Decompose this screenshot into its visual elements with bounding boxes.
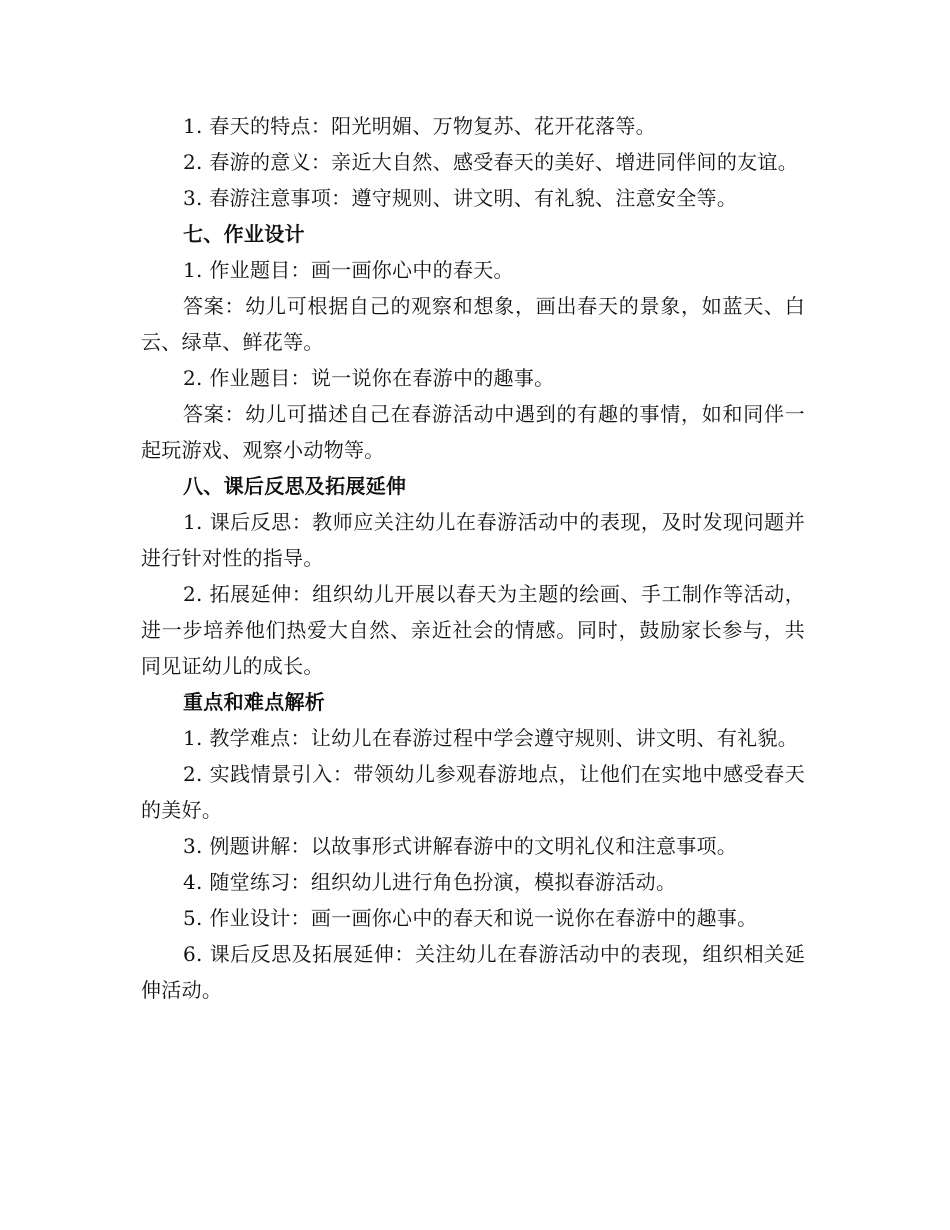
paragraph: 1. 春天的特点：阳光明媚、万物复苏、花开花落等。 — [183, 114, 656, 138]
paragraph: 2. 春游的意义：亲近大自然、感受春天的美好、增进同伴间的友谊。 — [183, 150, 799, 174]
paragraph: 2. 拓展延伸：组织幼儿开展以春天为主题的绘画、手工制作等活动，进一步培养他们热爱大自然、亲近社会的情感。同时，鼓励家长参与，共同见证幼儿的成长。 — [141, 582, 805, 678]
paragraph: 答案：幼儿可描述自己在春游活动中遇到的有趣的事情，如和同伴一起玩游戏、观察小动物等。 — [141, 402, 805, 462]
document-page — [141, 108, 805, 1008]
paragraph: 2. 作业题目：说一说你在春游中的趣事。 — [183, 366, 555, 390]
paragraph: 3. 例题讲解：以故事形式讲解春游中的文明礼仪和注意事项。 — [183, 834, 738, 858]
paragraph: 1. 作业题目：画一画你心中的春天。 — [183, 258, 514, 282]
paragraph: 1. 教学难点：让幼儿在春游过程中学会遵守规则、讲文明、有礼貌。 — [183, 726, 799, 750]
paragraph: 答案：幼儿可根据自己的观察和想象，画出春天的景象，如蓝天、白云、绿草、鲜花等。 — [141, 294, 805, 354]
paragraph: 1. 课后反思：教师应关注幼儿在春游活动中的表现，及时发现问题并进行针对性的指导。 — [141, 510, 805, 570]
paragraph: 4. 随堂练习：组织幼儿进行角色扮演，模拟春游活动。 — [183, 870, 677, 894]
paragraph: 3. 春游注意事项：遵守规则、讲文明、有礼貌、注意安全等。 — [183, 186, 738, 210]
section-heading: 七、作业设计 — [183, 222, 305, 246]
paragraph: 2. 实践情景引入：带领幼儿参观春游地点，让他们在实地中感受春天的美好。 — [141, 762, 805, 822]
paragraph: 6. 课后反思及拓展延伸：关注幼儿在春游活动中的表现，组织相关延伸活动。 — [141, 942, 805, 1002]
section-heading: 八、课后反思及拓展延伸 — [183, 474, 407, 498]
paragraph: 5. 作业设计：画一画你心中的春天和说一说你在春游中的趣事。 — [183, 906, 758, 930]
section-heading: 重点和难点解析 — [183, 690, 326, 714]
